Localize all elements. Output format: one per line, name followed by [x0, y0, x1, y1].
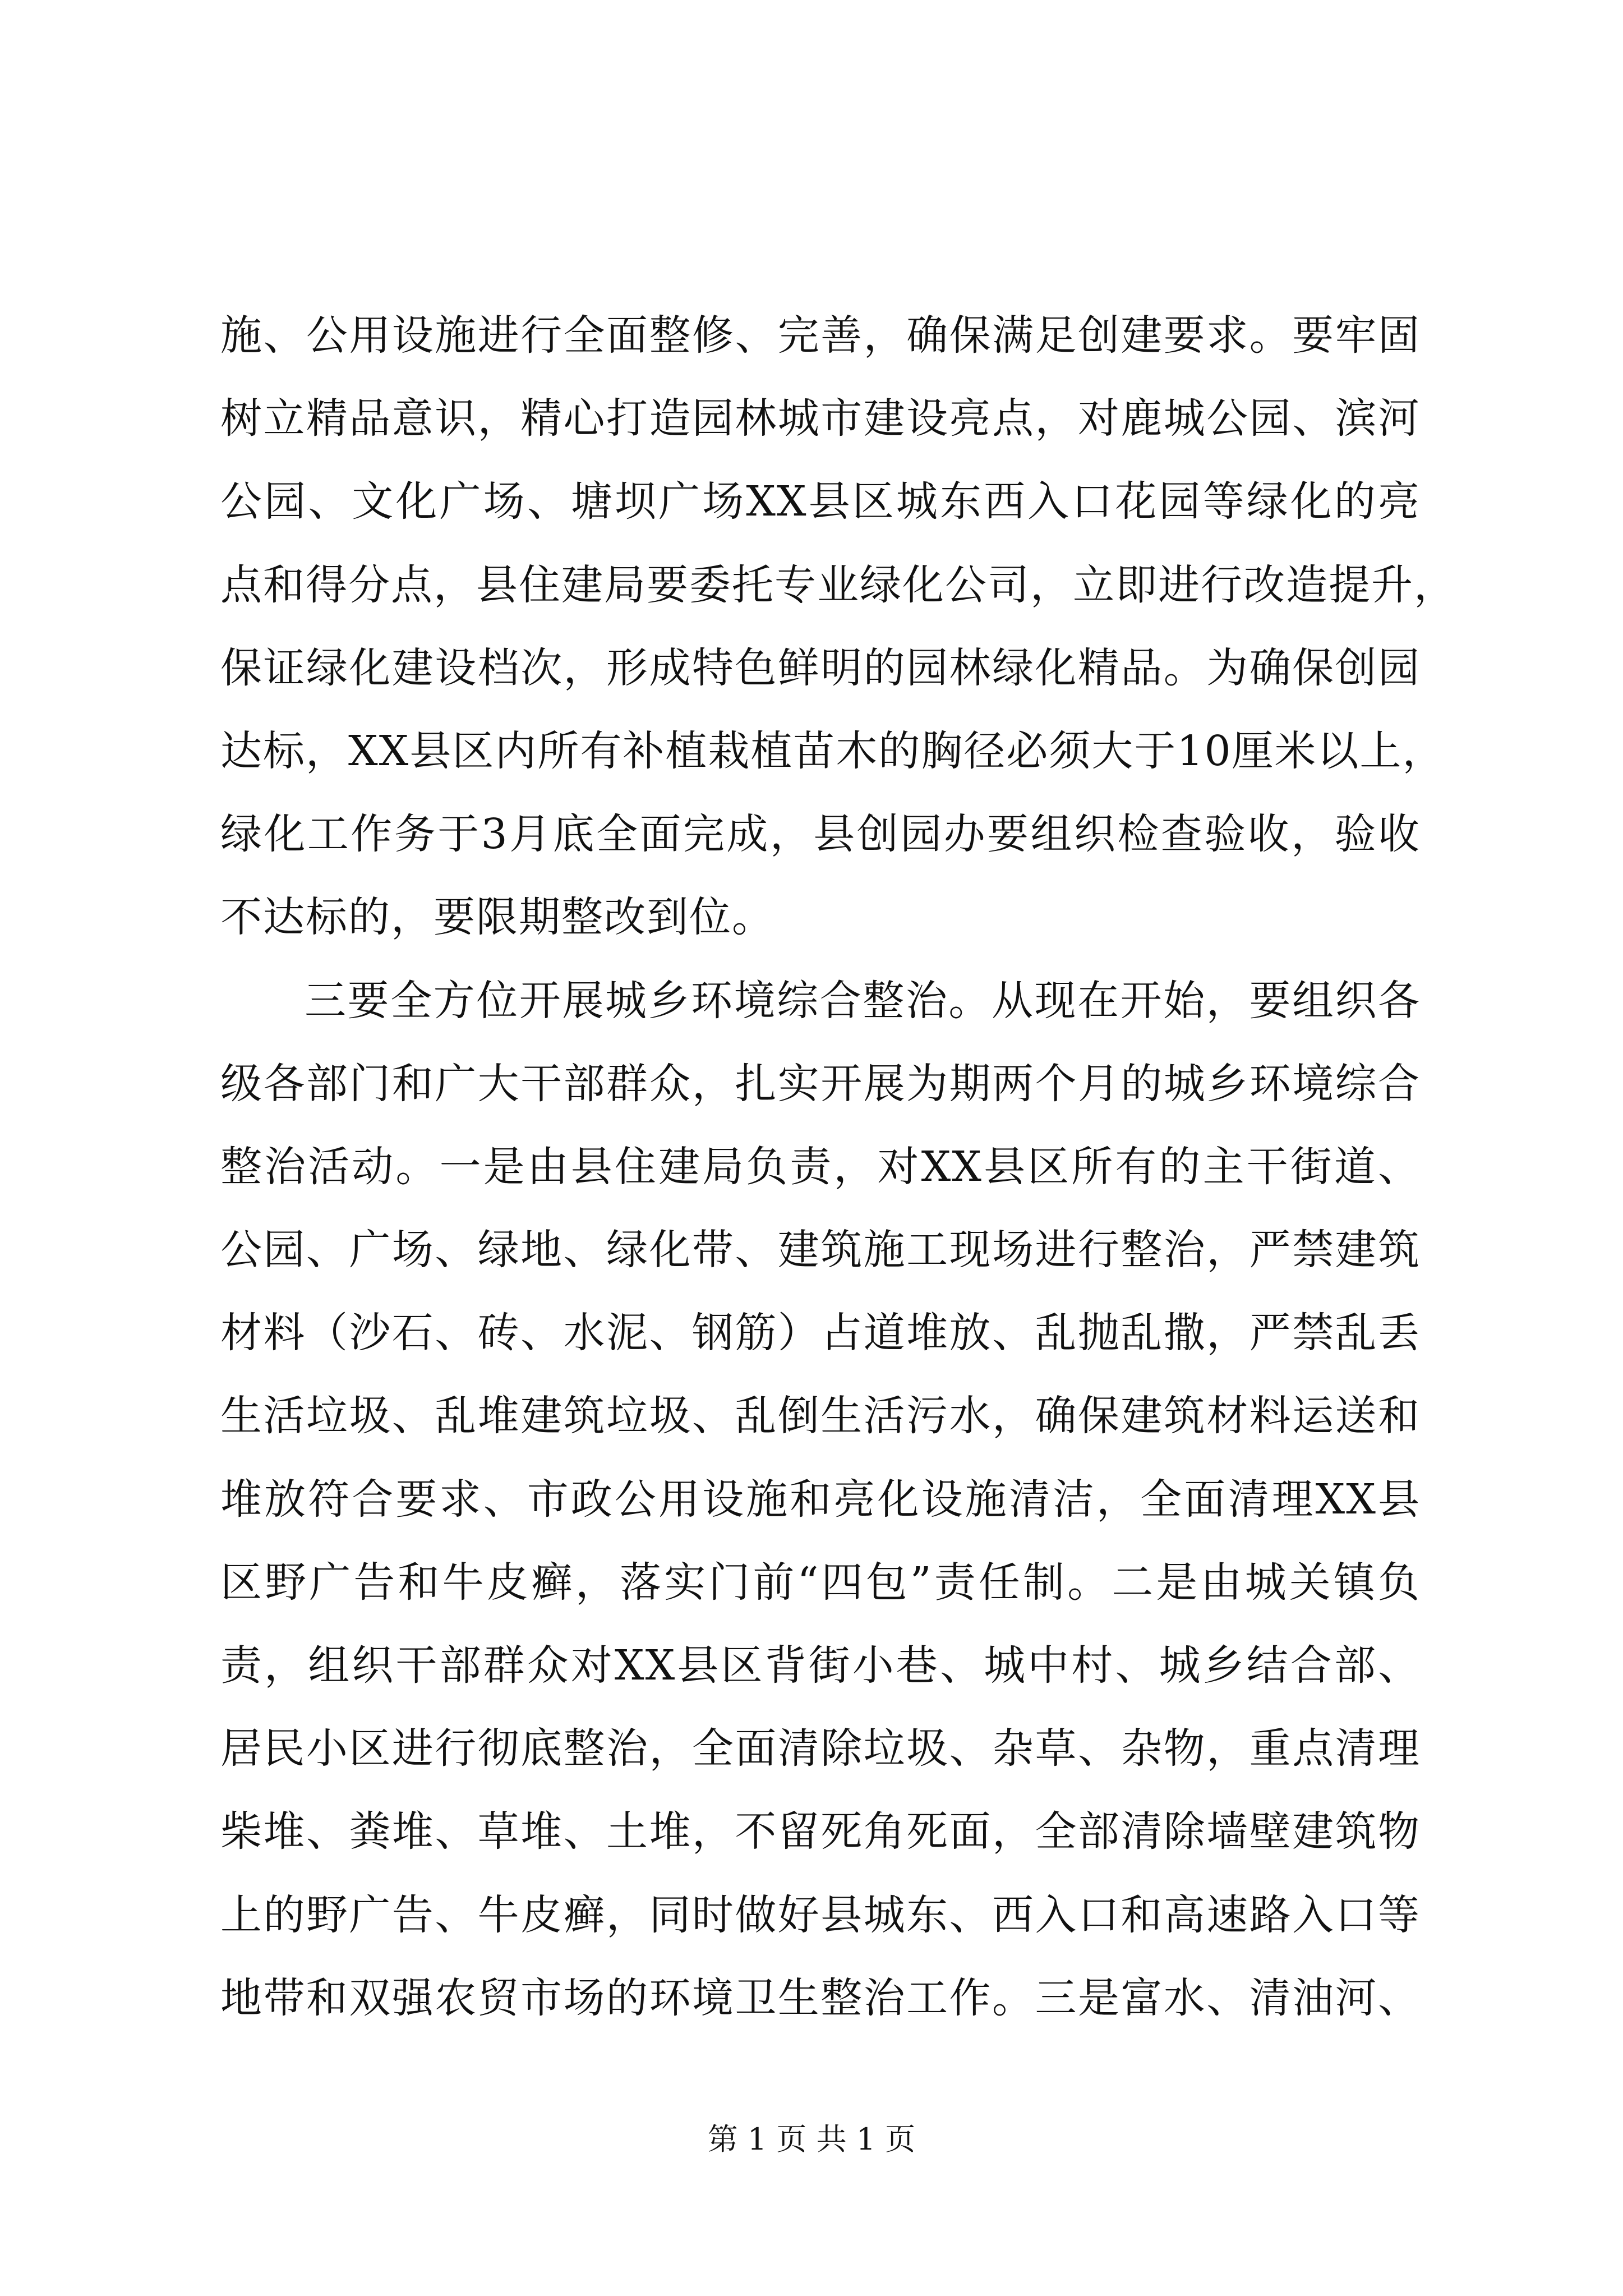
page-footer: 第 1 页 共 1 页	[707, 2122, 916, 2157]
text-line: 三要全方位开展城乡环境综合整治。从现在开始，要组织各	[305, 976, 1421, 1025]
text-line: 点和得分点，县住建局要委托专业绿化公司，立即进行改造提升，	[220, 560, 1456, 609]
text-line: 生活垃圾、乱堆建筑垃圾、乱倒生活污水，确保建筑材料运送和	[220, 1392, 1421, 1441]
document-body	[220, 294, 1456, 2040]
text-line: 材料（沙石、砖、水泥、钢筋）占道堆放、乱抛乱撒，严禁乱丢	[220, 1309, 1421, 1358]
text-line: 居民小区进行彻底整治，全面清除垃圾、杂草、杂物，重点清理	[220, 1724, 1421, 1773]
text-line: 绿化工作务于3月底全面完成，县创园办要组织检查验收，验收	[220, 810, 1421, 859]
text-line: 地带和双强农贸市场的环境卫生整治工作。三是富水、清油河、	[220, 1973, 1421, 2022]
text-line: 堆放符合要求、市政公用设施和亮化设施清洁，全面清理XX县	[220, 1475, 1421, 1524]
text-line: 区野广告和牛皮癣，落实门前“四包”责任制。二是由城关镇负	[220, 1558, 1421, 1607]
text-line: 达标，XX县区内所有补植栽植苗木的胸径必须大于10厘米以上，	[220, 726, 1445, 775]
text-line: 不达标的，要限期整改到位。	[220, 893, 774, 942]
text-line: 整治活动。一是由县住建局负责，对XX县区所有的主干街道、	[220, 1142, 1421, 1191]
text-line: 树立精品意识，精心打造园林城市建设亮点，对鹿城公园、滨河	[220, 394, 1421, 443]
text-line: 施、公用设施进行全面整修、完善，确保满足创建要求。要牢固	[220, 311, 1421, 360]
text-line: 保证绿化建设档次，形成特色鲜明的园林绿化精品。为确保创园	[220, 643, 1421, 692]
text-line: 责，组织干部群众对XX县区背街小巷、城中村、城乡结合部、	[220, 1641, 1421, 1690]
text-line: 柴堆、粪堆、草堆、土堆，不留死角死面，全部清除墙壁建筑物	[220, 1807, 1421, 1856]
text-line: 公园、广场、绿地、绿化带、建筑施工现场进行整治，严禁建筑	[220, 1226, 1421, 1274]
text-line: 公园、文化广场、塘坝广场XX县区城东西入口花园等绿化的亮	[220, 477, 1421, 526]
text-line: 级各部门和广大干部群众，扎实开展为期两个月的城乡环境综合	[220, 1059, 1421, 1108]
text-line: 上的野广告、牛皮癣，同时做好县城东、西入口和高速路入口等	[220, 1890, 1421, 1939]
